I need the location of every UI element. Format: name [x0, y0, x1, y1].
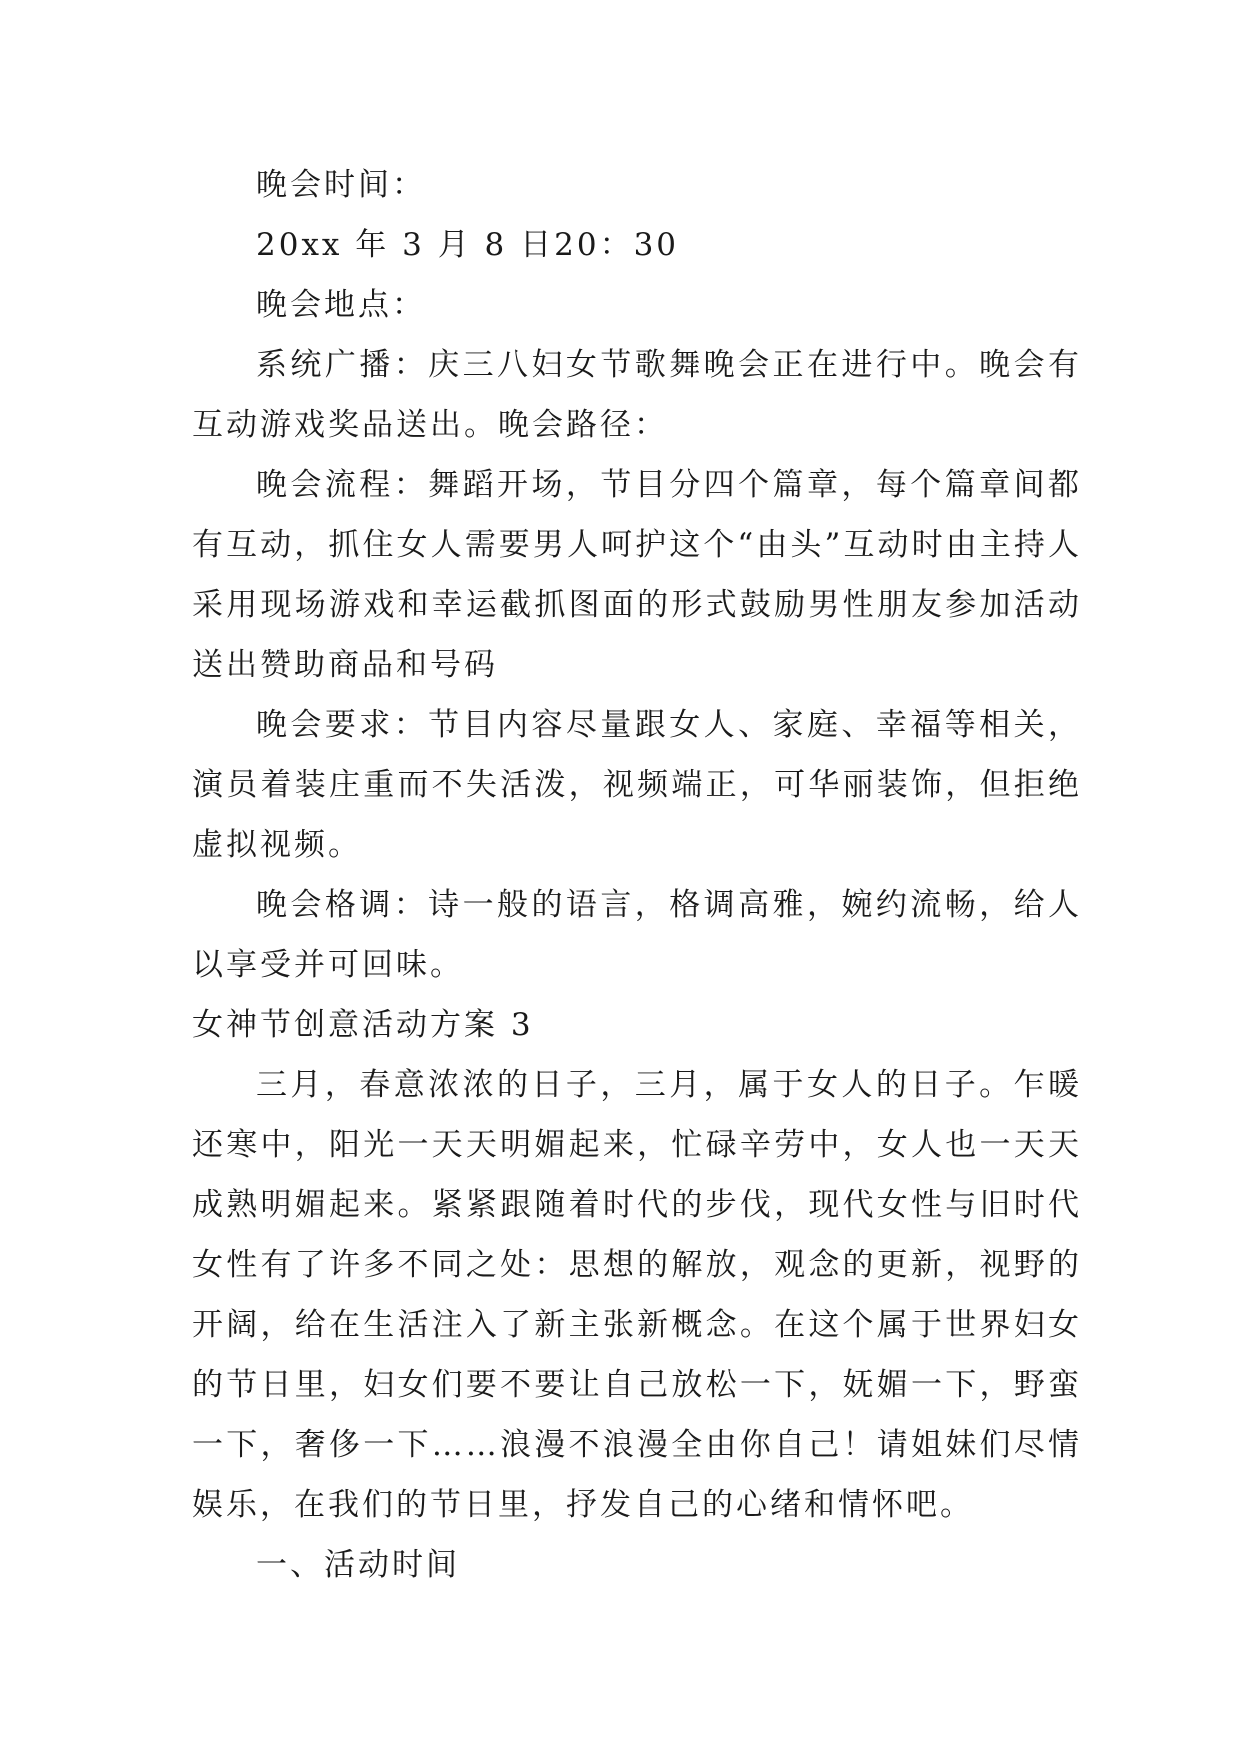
section-title: 女神节创意活动方案 3	[192, 1007, 534, 1043]
intro-paragraph: 三月，春意浓浓的日子，三月，属于女人的日子。乍暖还寒中，阳光一天天明媚起来，忙碌辛劳中，女人也一天天成熟明媚起来。紧紧跟随着时代的步伐，现代女性与旧时代女性有了许多不同之处：思想的解放，观念的更新，视野的开阔，给在生活注入了新主张新概念。在这个属于世界妇女的节日里，妇女们要不要让自己放松一下，妩媚一下，野蛮一下，奢侈一下……浪漫不浪漫全由你自己！请姐妹们尽情娱乐，在我们的节日里，抒发自己的心绪和情怀吧。	[192, 1067, 1082, 1523]
activity-time-heading: 一、活动时间	[256, 1547, 460, 1583]
party-time-label: 晚会时间：	[256, 167, 426, 203]
system-broadcast: 系统广播：庆三八妇女节歌舞晚会正在进行中。晚会有互动游戏奖品送出。晚会路径：	[192, 347, 1082, 443]
party-time-value: 20xx 年 3 月 8 日20：30	[256, 227, 680, 263]
party-requirements: 晚会要求：节目内容尽量跟女人、家庭、幸福等相关，演员着装庄重而不失活泼，视频端正，可华丽装饰，但拒绝虚拟视频。	[192, 707, 1082, 863]
party-style: 晚会格调：诗一般的语言，格调高雅，婉约流畅，给人以享受并可回味。	[192, 887, 1082, 983]
party-location-label: 晚会地点：	[256, 287, 426, 323]
document-body	[192, 155, 1082, 1595]
party-process: 晚会流程：舞蹈开场，节目分四个篇章，每个篇章间都有互动，抓住女人需要男人呵护这个“由头”互动时由主持人采用现场游戏和幸运截抓图面的形式鼓励男性朋友参加活动送出赞助商品和号码	[192, 467, 1082, 683]
